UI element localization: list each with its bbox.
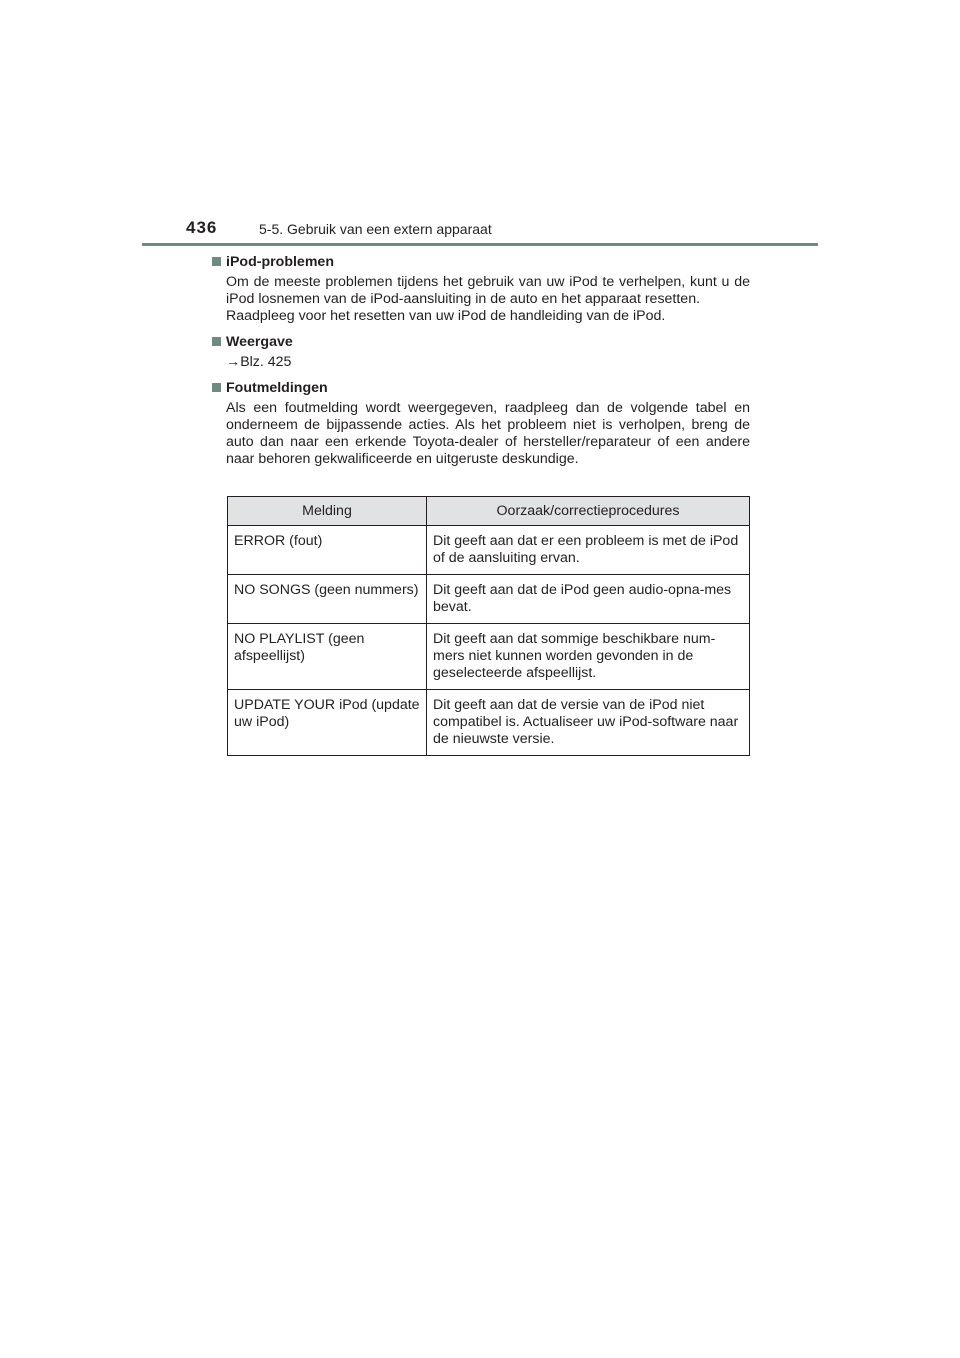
ipod-section: [212, 254, 750, 325]
cause-cell: Dit geeft aan dat de iPod geen audio-opna-mes bevat.: [427, 575, 750, 624]
errors-heading: [212, 380, 750, 397]
content: [212, 254, 750, 477]
display-heading: [212, 334, 750, 351]
ipod-heading: [212, 254, 750, 271]
page-reference: →Blz. 425: [226, 354, 292, 370]
square-bullet-icon: [212, 257, 221, 266]
error-message-table: [227, 496, 750, 756]
header-divider: [142, 243, 818, 246]
table-row: [228, 624, 750, 690]
errors-paragraph: Als een foutmelding wordt weergegeven, raadpleeg dan de volgende tabel en onderneem de bijpassende acties. Als het probleem niet is verholpen, breng de auto dan naar een erkende Toyota-dealer of hersteller/reparateur of een andere naar behoren gekwalificeerde en uitgeruste deskundige.: [226, 400, 750, 467]
column-header-message: Melding: [228, 497, 427, 526]
ipod-paragraph-1: Om de meeste problemen tijdens het gebruik van uw iPod te verhelpen, kunt u de iPod losnemen van de iPod-aansluiting in de auto en het apparaat resetten.: [226, 274, 750, 307]
page-number: 436: [186, 218, 218, 237]
errors-heading-text: Foutmeldingen: [226, 380, 328, 396]
message-cell: ERROR (fout): [228, 526, 427, 575]
cause-cell: Dit geeft aan dat er een probleem is met de iPod of de aansluiting ervan.: [427, 526, 750, 575]
ipod-paragraph-2: Raadpleeg voor het resetten van uw iPod de handleiding van de iPod.: [226, 308, 666, 324]
column-header-cause: Oorzaak/correctieprocedures: [427, 497, 750, 526]
errors-section: [212, 380, 750, 468]
table-row: [228, 575, 750, 624]
square-bullet-icon: [212, 337, 221, 346]
table-header-row: [228, 497, 750, 526]
square-bullet-icon: [212, 383, 221, 392]
section-title: 5-5. Gebruik van een extern apparaat: [259, 221, 492, 237]
message-cell: NO PLAYLIST (geen afspeellijst): [228, 624, 427, 690]
cause-cell: Dit geeft aan dat de versie van de iPod niet compatibel is. Actualiseer uw iPod-software naar de nieuwste versie.: [427, 690, 750, 756]
message-cell: UPDATE YOUR iPod (update uw iPod): [228, 690, 427, 756]
cause-cell: Dit geeft aan dat sommige beschikbare num-mers niet kunnen worden gevonden in de geselecteerde afspeellijst.: [427, 624, 750, 690]
display-section: [212, 334, 750, 371]
display-heading-text: Weergave: [226, 334, 293, 350]
table-row: [228, 526, 750, 575]
message-cell: NO SONGS (geen nummers): [228, 575, 427, 624]
table-row: [228, 690, 750, 756]
ipod-heading-text: iPod-problemen: [226, 254, 334, 270]
